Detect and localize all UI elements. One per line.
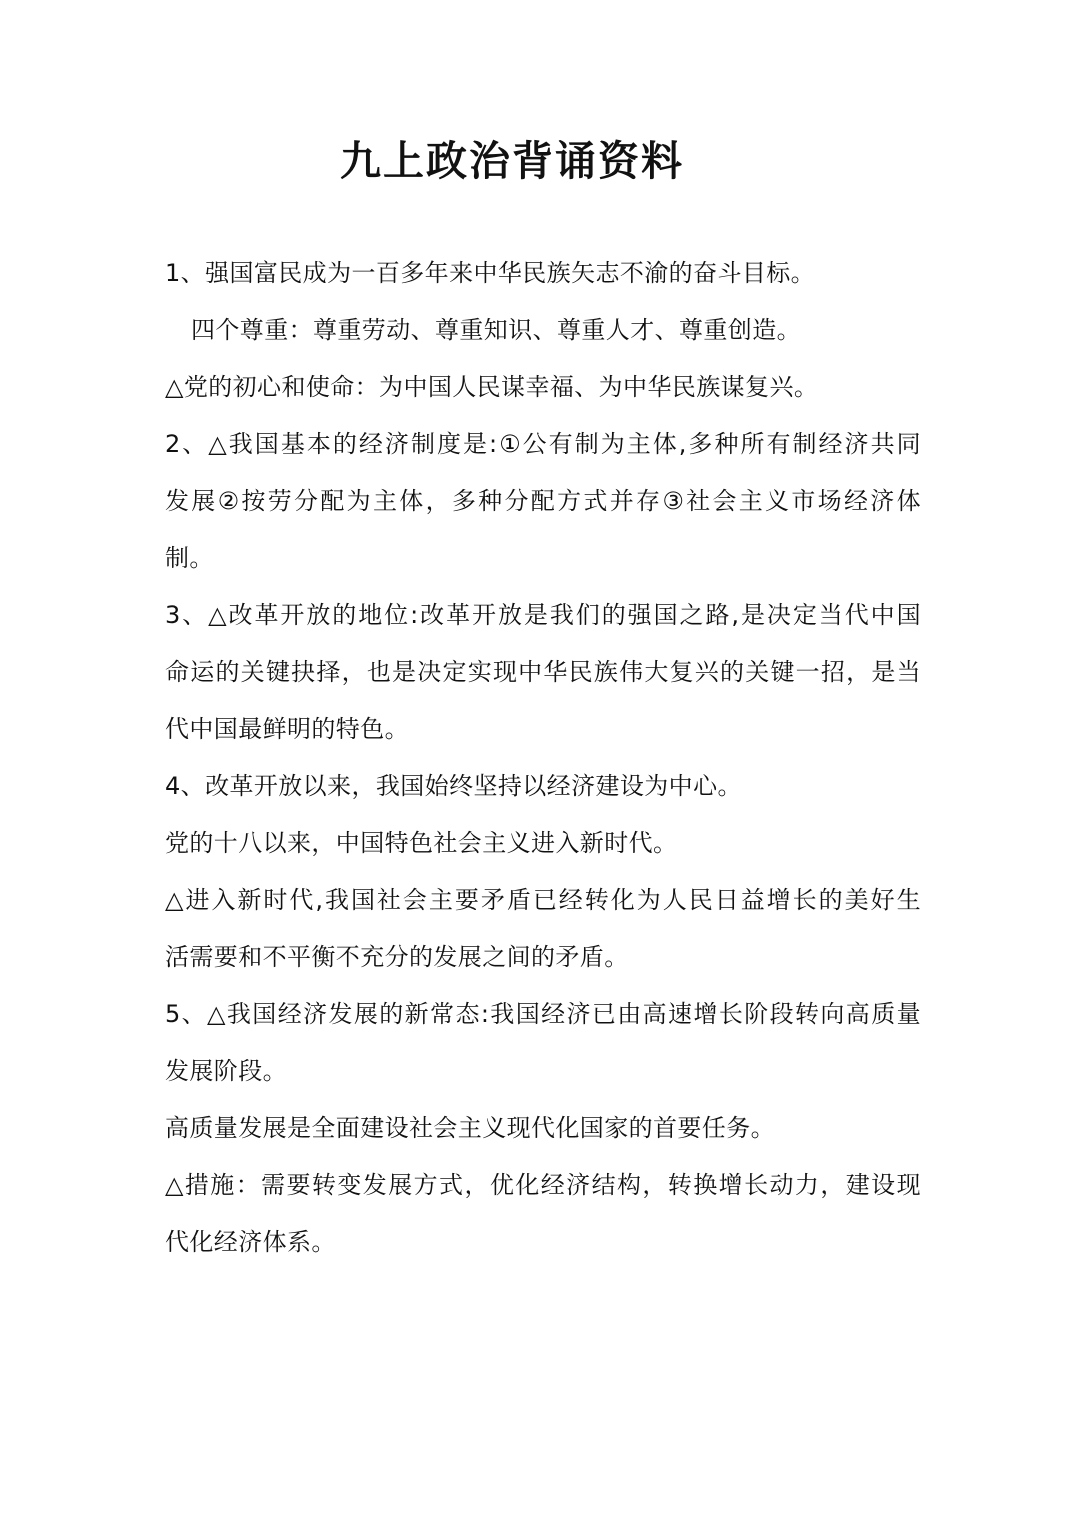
- document-body: [165, 245, 921, 1271]
- text-line: 4、改革开放以来，我国始终坚持以经济建设为中心。: [165, 772, 742, 800]
- text-line: 发展②按劳分配为主体，多种分配方式并存③社会主义市场经济体: [165, 487, 921, 515]
- text-line: 1、强国富民成为一百多年来中华民族矢志不渝的奋斗目标。: [165, 259, 816, 287]
- text-line: 发展阶段。: [165, 1057, 287, 1085]
- text-line: 5、△我国经济发展的新常态:我国经济已由高速增长阶段转向高质量: [165, 1000, 921, 1028]
- text-line: 2、△我国基本的经济制度是:①公有制为主体,多种所有制经济共同: [165, 430, 921, 458]
- text-line: △党的初心和使命：为中国人民谋幸福、为中华民族谋复兴。: [165, 373, 819, 401]
- text-line: 活需要和不平衡不充分的发展之间的矛盾。: [165, 943, 629, 971]
- text-line: 四个尊重：尊重劳动、尊重知识、尊重人才、尊重创造。: [191, 316, 801, 344]
- text-line: △措施：需要转变发展方式，优化经济结构，转换增长动力，建设现: [165, 1171, 921, 1199]
- text-line: 高质量发展是全面建设社会主义现代化国家的首要任务。: [165, 1114, 775, 1142]
- document-title: 九上政治背诵资料: [340, 137, 684, 185]
- text-line: 3、△改革开放的地位:改革开放是我们的强国之路,是决定当代中国: [165, 601, 921, 629]
- text-line: 命运的关键抉择，也是决定实现中华民族伟大复兴的关键一招，是当: [165, 658, 921, 686]
- text-line: 代中国最鲜明的特色。: [165, 715, 409, 743]
- text-line: 党的十八以来，中国特色社会主义进入新时代。: [165, 829, 678, 857]
- text-line: 制。: [165, 544, 214, 572]
- text-line: △进入新时代,我国社会主要矛盾已经转化为人民日益增长的美好生: [165, 886, 921, 914]
- text-line: 代化经济体系。: [165, 1228, 336, 1256]
